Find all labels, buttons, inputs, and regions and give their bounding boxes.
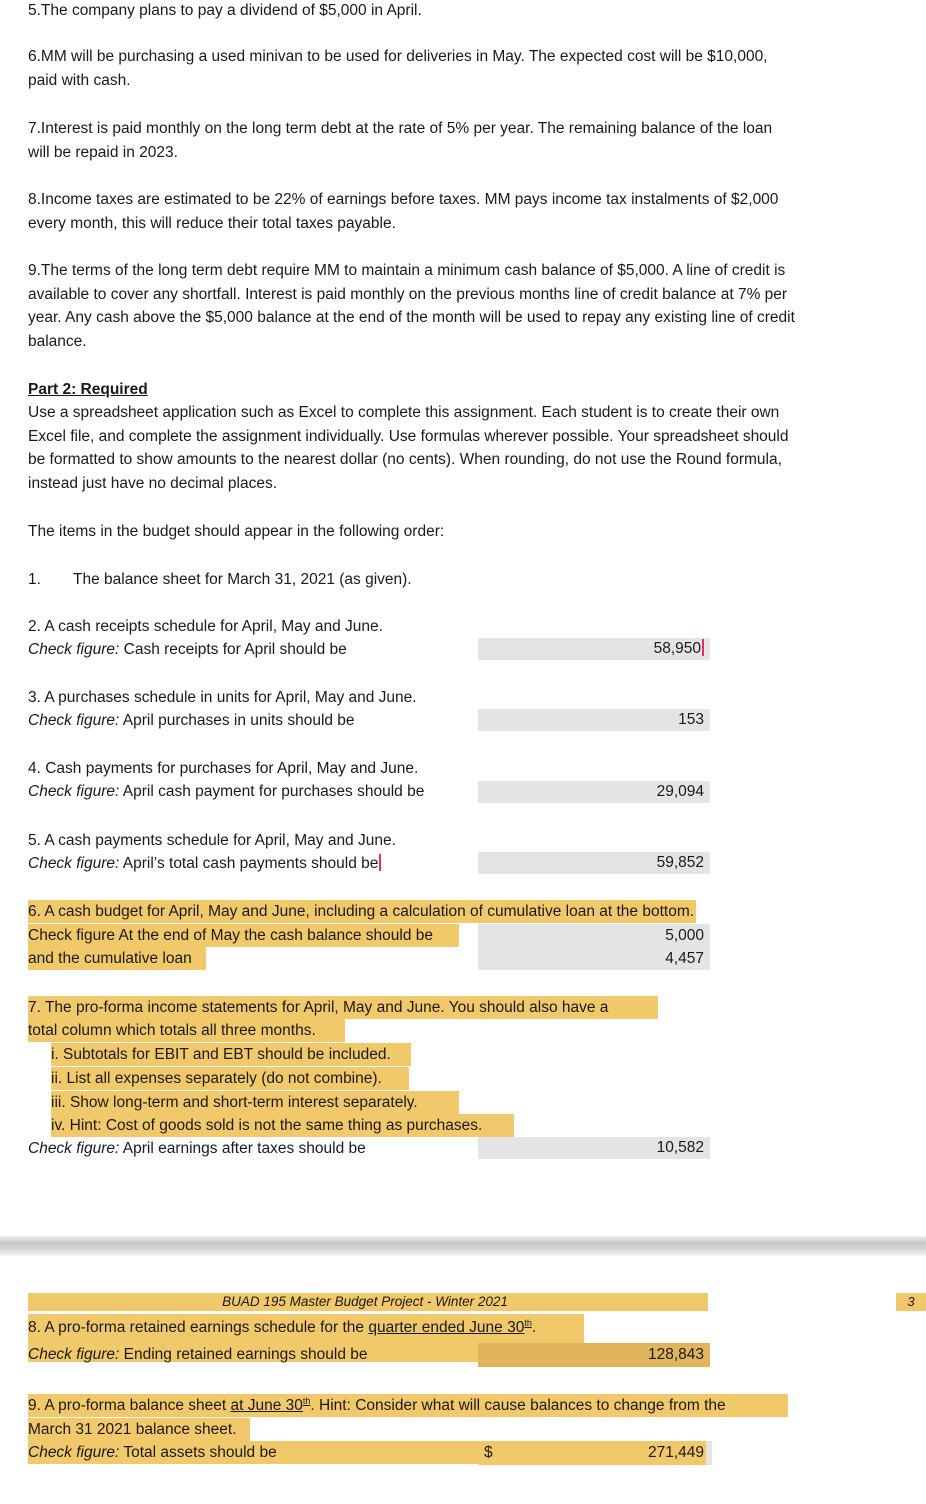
check-label: Check figure: bbox=[28, 1444, 120, 1461]
check-text: April’s total cash payments should be bbox=[119, 855, 379, 872]
instruction-line: Excel file, and complete the assignment individually. Use formulas wherever possible. Your spreadsheet should bbox=[28, 427, 789, 445]
item-5-check-value-cell[interactable] bbox=[478, 852, 710, 874]
note-line: year. Any cash above the $5,000 balance at the end of the month will be used to repay any existing line of credit bbox=[28, 309, 795, 326]
item-9-text: 9. A pro-forma balance sheet bbox=[28, 1397, 231, 1414]
text-cursor bbox=[702, 639, 704, 656]
item-6-check-value-cell[interactable] bbox=[478, 924, 710, 970]
item-3-check bbox=[28, 709, 355, 732]
item-9-title bbox=[28, 1394, 788, 1417]
item-7-title: 7. The pro-forma income statements for April, May and June. You should also have a bbox=[28, 996, 658, 1019]
item-7-title-cont: total column which totals all three months. bbox=[28, 1019, 345, 1042]
item-4-check-value-cell[interactable] bbox=[478, 781, 710, 803]
item-9-check-value-cell[interactable] bbox=[478, 1441, 710, 1465]
check-value-cash: 5,000 bbox=[665, 927, 704, 944]
item-8-text: 8. A pro-forma retained earnings schedule for the bbox=[28, 1319, 369, 1336]
item-9-check bbox=[28, 1441, 478, 1464]
item-6-check-line: Check figure At the end of May the cash balance should be bbox=[28, 924, 459, 947]
item-8-link: quarter ended June 30 bbox=[368, 1319, 525, 1336]
note-line: balance. bbox=[28, 332, 87, 350]
item-9-title-cont: March 31 2021 balance sheet. bbox=[28, 1418, 250, 1441]
item-5-title: 5. A cash payments schedule for April, May and June. bbox=[28, 832, 396, 849]
check-text: April cash payment for purchases should be bbox=[119, 783, 425, 800]
note-5 bbox=[28, 0, 878, 23]
item-4-check bbox=[28, 780, 424, 803]
currency-symbol: $ bbox=[484, 1444, 493, 1461]
page-break-separator bbox=[0, 1236, 926, 1256]
note-line: 6.MM will be purchasing a used minivan to be used for deliveries in May. The expected cost will be $10,000, bbox=[28, 48, 768, 65]
item-2-check-value-cell[interactable] bbox=[478, 638, 710, 660]
item-9-link: at June 30 bbox=[230, 1397, 303, 1414]
header-title-text: BUAD 195 Master Budget Project - Winter 2021 bbox=[222, 1294, 508, 1309]
instruction-line: instead just have no decimal places. bbox=[28, 474, 278, 492]
text-cursor bbox=[379, 854, 381, 871]
item-7-sub-ii: ii. List all expenses separately (do not combine). bbox=[51, 1067, 409, 1090]
item-9-sup: th bbox=[302, 1395, 311, 1406]
item-7-sub-i: i. Subtotals for EBIT and EBT should be included. bbox=[51, 1043, 411, 1066]
check-text: Ending retained earnings should be bbox=[119, 1346, 368, 1363]
cell-edge bbox=[706, 1441, 712, 1465]
check-value: 153 bbox=[678, 711, 704, 728]
item-8-check-value-cell[interactable] bbox=[478, 1343, 710, 1367]
note-line: 8.Income taxes are estimated to be 22% of earnings before taxes. MM pays income tax instalments of $2,000 bbox=[28, 191, 779, 208]
check-value: 10,582 bbox=[656, 1139, 704, 1156]
check-value: 29,094 bbox=[656, 783, 704, 800]
note-line: 9.The terms of the long term debt require MM to maintain a minimum cash balance of $5,000. A line of credit is bbox=[28, 262, 786, 279]
note-7 bbox=[28, 117, 878, 164]
check-label: Check figure: bbox=[28, 1140, 120, 1157]
item-8-title bbox=[28, 1316, 536, 1339]
instruction-line: be formatted to show amounts to the nearest dollar (no cents). When rounding, do not use the Round formula, bbox=[28, 451, 782, 468]
check-text: April earnings after taxes should be bbox=[119, 1140, 366, 1157]
part2-heading: Part 2: Required bbox=[28, 381, 148, 398]
page-header-title bbox=[28, 1293, 708, 1311]
item-7-check-value-cell[interactable] bbox=[478, 1137, 710, 1159]
item-8-sup: th bbox=[524, 1317, 532, 1328]
note-line: paid with cash. bbox=[28, 71, 131, 89]
item-1-text: The balance sheet for March 31, 2021 (as given). bbox=[73, 571, 412, 588]
note-line: 5.The company plans to pay a dividend of $5,000 in April. bbox=[28, 2, 422, 19]
order-intro: The items in the budget should appear in the following order: bbox=[28, 523, 445, 540]
item-6-loan-line: and the cumulative loan bbox=[28, 947, 206, 970]
item-3-check-value-cell[interactable] bbox=[478, 709, 710, 731]
check-text: April purchases in units should be bbox=[119, 712, 355, 729]
check-text: Total assets should be bbox=[119, 1444, 277, 1461]
item-8-check bbox=[28, 1343, 368, 1366]
check-label: Check figure: bbox=[28, 712, 120, 729]
item-1-number: 1. bbox=[28, 571, 41, 588]
note-6 bbox=[28, 45, 878, 92]
item-7-sub-iii: iii. Show long-term and short-term interest separately. bbox=[51, 1091, 459, 1114]
note-9 bbox=[28, 259, 878, 353]
note-line: 7.Interest is paid monthly on the long term debt at the rate of 5% per year. The remaining balance of the loan bbox=[28, 120, 773, 137]
check-value: 128,843 bbox=[647, 1346, 704, 1363]
item-2-check bbox=[28, 638, 347, 661]
check-label: Check figure: bbox=[28, 1346, 120, 1363]
check-value: 271,449 bbox=[647, 1444, 704, 1461]
item-4-title: 4. Cash payments for purchases for April, May and June. bbox=[28, 760, 419, 777]
item-5-check bbox=[28, 852, 381, 875]
check-value: 59,852 bbox=[656, 854, 704, 871]
page-number: 3 bbox=[896, 1293, 926, 1311]
item-7-sub-iv: iv. Hint: Cost of goods sold is not the same thing as purchases. bbox=[51, 1114, 514, 1137]
check-label: Check figure: bbox=[28, 855, 120, 872]
check-label: Check figure: bbox=[28, 783, 120, 800]
part2-instructions bbox=[28, 401, 878, 495]
item-3-title: 3. A purchases schedule in units for April, May and June. bbox=[28, 689, 417, 706]
note-line: will be repaid in 2023. bbox=[28, 143, 178, 161]
instruction-line: Use a spreadsheet application such as Excel to complete this assignment. Each student is to create their own bbox=[28, 404, 780, 421]
item-8-post: . bbox=[531, 1319, 537, 1336]
check-label: Check figure: bbox=[28, 641, 120, 658]
item-7-check bbox=[28, 1137, 366, 1160]
check-text: Cash receipts for April should be bbox=[119, 641, 347, 658]
item-2-title: 2. A cash receipts schedule for April, May and June. bbox=[28, 618, 383, 635]
note-8 bbox=[28, 188, 878, 235]
check-value-loan: 4,457 bbox=[665, 950, 704, 967]
item-9-post: . Hint: Consider what will cause balances to change from the bbox=[310, 1397, 726, 1414]
item-6-title: 6. A cash budget for April, May and June, including a calculation of cumulative loan at the bottom. bbox=[28, 900, 696, 923]
check-value: 58,950 bbox=[653, 640, 701, 657]
note-line: every month, this will reduce their total taxes payable. bbox=[28, 214, 396, 232]
note-line: available to cover any shortfall. Interest is paid monthly on the previous months line of credit balance at 7% per bbox=[28, 285, 788, 303]
